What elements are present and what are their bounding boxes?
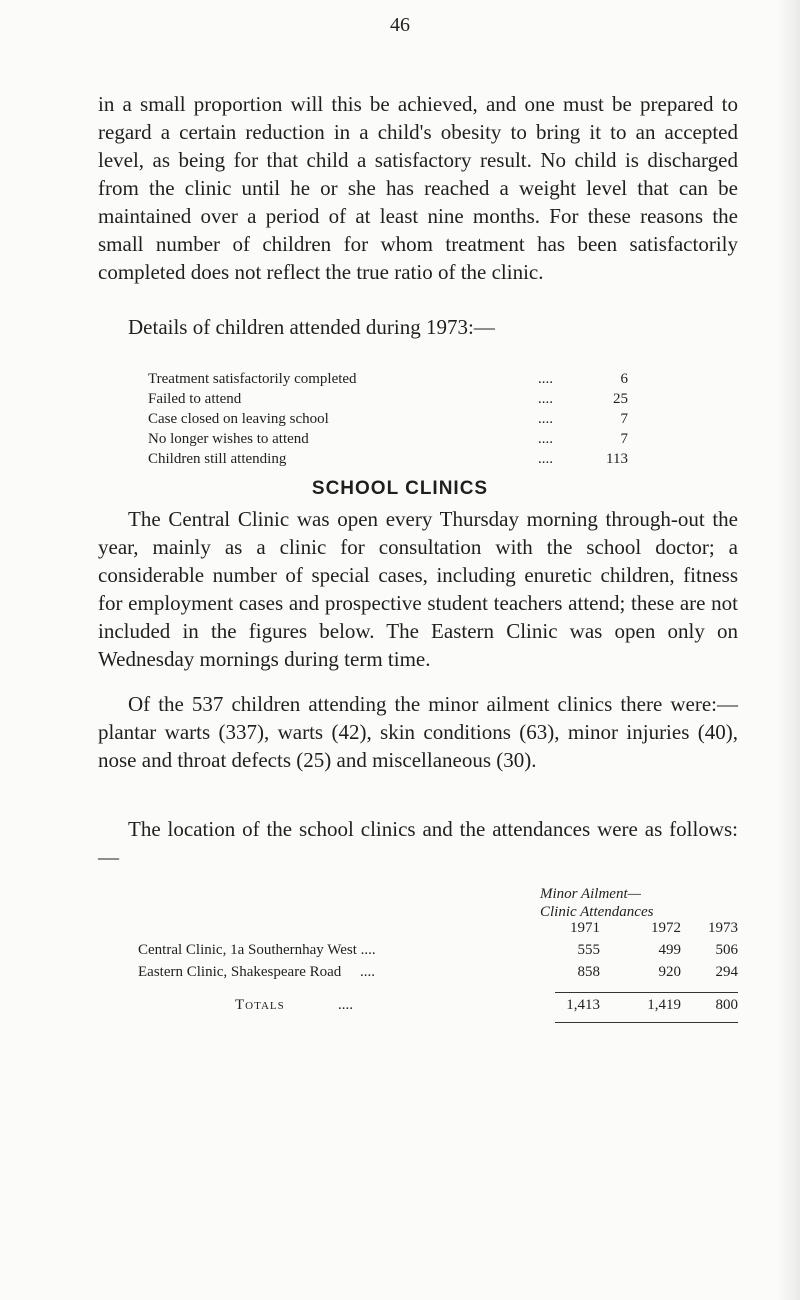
attendance-header-line2: Clinic Attendances xyxy=(540,904,654,920)
section-heading: SCHOOL CLINICS xyxy=(311,478,489,499)
ailments-paragraph: Of the 537 children attending the minor ailment clinics there were:—plantar warts (337), warts (42), skin conditions (63), minor injuries (40), nose and throat defects (25) and miscellaneous (30). xyxy=(98,692,738,772)
totals-rule-bottom xyxy=(555,1022,738,1023)
details-value: 25 xyxy=(613,391,628,407)
details-row xyxy=(148,389,628,409)
table-cell: 858 xyxy=(577,964,600,980)
table-cell: 499 xyxy=(658,942,681,958)
details-row xyxy=(148,369,628,389)
details-value: 6 xyxy=(620,371,628,387)
leader-dots: .... xyxy=(538,411,553,427)
details-table xyxy=(148,369,628,469)
table-cell: 555 xyxy=(577,942,600,958)
year-header-row xyxy=(98,920,738,942)
total-1972: 1,419 xyxy=(647,997,681,1013)
page-number: 46 xyxy=(390,14,410,36)
year-1971: 1971 xyxy=(570,920,600,936)
central-clinic-paragraph: The Central Clinic was open every Thursday morning through-out the year, mainly as a clinic for consultation with the school doctor; a considerable number of special cases, including enuretic children, fitness for employment cases and prospective student teachers attend; these are not included in the figures below. The Eastern Clinic was open only on Wednesday mornings during term time. xyxy=(98,507,738,671)
details-value: 113 xyxy=(606,451,628,467)
table-cell: 294 xyxy=(715,964,738,980)
table-row xyxy=(98,942,738,964)
leader-dots: .... xyxy=(338,997,353,1013)
year-1972: 1972 xyxy=(651,920,681,936)
leader-dots: .... xyxy=(538,431,553,447)
table-row xyxy=(98,964,738,986)
details-value: 7 xyxy=(620,431,628,447)
total-1971: 1,413 xyxy=(566,997,600,1013)
details-label: Treatment satisfactorily completed xyxy=(148,371,357,387)
details-label: Case closed on leaving school xyxy=(148,411,329,427)
intro-paragraph: in a small proportion will this be achieved, and one must be prepared to regard a certain reduction in a child's obesity to bring it to an accepted level, as being for that child a satisfactory result. No child is discharged from the clinic until he or she has reached a weight level that can be maintained over a period of at least nine months. For these reasons the small number of children for whom treatment has been satisfactorily completed does not reflect the true ratio of the clinic. xyxy=(98,92,738,284)
leader-dots: .... xyxy=(538,371,553,387)
totals-label: Totals xyxy=(235,997,285,1013)
clinic-label: Eastern Clinic, Shakespeare Road .... xyxy=(138,964,376,980)
totals-row xyxy=(98,997,738,1019)
attendance-table-header xyxy=(540,885,653,921)
total-1973: 800 xyxy=(715,997,738,1013)
details-label: Failed to attend xyxy=(148,391,242,407)
year-1973: 1973 xyxy=(708,920,738,936)
details-label: No longer wishes to attend xyxy=(148,431,309,447)
totals-rule-top xyxy=(555,992,738,993)
details-label: Children still attending xyxy=(148,451,287,467)
attendance-header-line1: Minor Ailment— xyxy=(540,886,641,902)
page-edge-shadow xyxy=(778,0,800,1300)
leader-dots: .... xyxy=(538,451,553,467)
table-cell: 920 xyxy=(658,964,681,980)
details-intro: Details of children attended during 1973:— xyxy=(128,315,495,339)
details-row xyxy=(148,429,628,449)
details-value: 7 xyxy=(620,411,628,427)
leader-dots: .... xyxy=(538,391,553,407)
details-row xyxy=(148,409,628,429)
details-row xyxy=(148,449,628,469)
table-cell: 506 xyxy=(715,942,738,958)
location-paragraph: The location of the school clinics and the attendances were as follows:— xyxy=(98,817,738,869)
clinic-label: Central Clinic, 1a Southernhay West .... xyxy=(138,942,376,958)
